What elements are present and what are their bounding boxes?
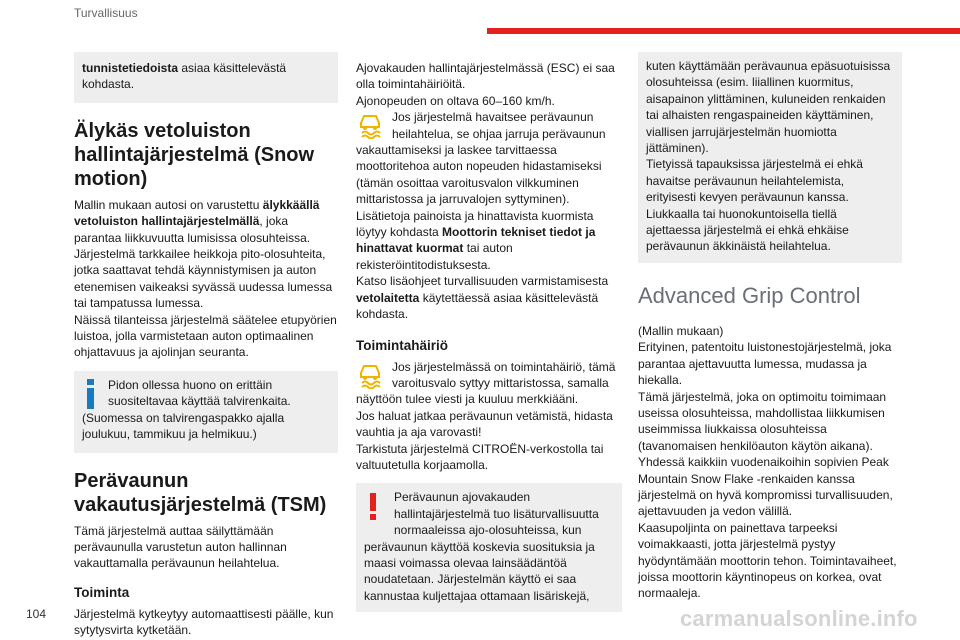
- snow-p1-c: , joka parantaa liikkuvuutta lumisissa olosuhteissa.: [74, 214, 311, 245]
- info-icon: [84, 379, 102, 409]
- agc-p2: Erityinen, patentoitu luistonestojärjestelmä, joka parantaa ajettavuutta lumessa, mudassa ja hiekalla.: [638, 340, 892, 388]
- warning-cont-p3: Liukkaalla tai huonokuntoisella tiellä ajettaessa järjestelmä ei ehkä ehkäise perävaunun äkkinäistä heilahtelua.: [646, 206, 849, 254]
- warning-cont-p1: kuten käyttämään perävaunua epäsuotuisissa olosuhteissa (esim. liiallinen kuormitus, aisapainon ylittäminen, kuluneiden renkaiden tai alhaisten rengaspaineiden käyttäminen, viallisen jarrujärjestelmän huomiotta jättäminen).: [646, 59, 891, 156]
- fault-p1-block: [356, 359, 622, 408]
- tsm-heading: Perävaunun vakautusjärjestelmä (TSM): [74, 469, 327, 516]
- agc-heading: Advanced Grip Control: [638, 282, 861, 308]
- warning-icon: [368, 493, 386, 523]
- tip-text-2: (Suomessa on talvirengaspakko ajalla joulukuu, tammikuu ja helmikuu.): [82, 410, 285, 442]
- col2-p5-b: vetolaitetta: [356, 290, 420, 305]
- tsm-subheading: Toiminta: [74, 584, 130, 600]
- column-2: [356, 60, 622, 612]
- fault-p2: Jos haluat jatkaa perävaunun vetämistä, hidasta vauhtia ja aja varovasti!: [356, 408, 613, 440]
- page-number: 104: [26, 607, 47, 621]
- tip-box: [74, 371, 338, 453]
- snow-motion-p3: Näissä tilanteissa järjestelmä säätelee etupyörien luistoa, jolla varmistetaan auton optimaalinen ohjattavuus ja ajolinjan seuranta.: [74, 312, 337, 360]
- col2-p5-c: käytettäessä asiaa käsittelevästä kohdasta.: [356, 290, 599, 322]
- traction-fault-icon: [356, 361, 384, 389]
- agc-p5: Kaasupoljinta on painettava tarpeeksi voimakkaasti, jotta järjestelmä pystyy hyödyntämään moottorin tehon. Toimintavaiheet, joissa moottorin käyntinopeus on korkea, ovat normaaleja.: [638, 520, 897, 601]
- tsm-p1: Tämä järjestelmä auttaa säilyttämään perävaunulla varustetun auton hallinnan vakauttamalla perävaunun heilahtelua.: [74, 523, 287, 571]
- col2-p4-c: tai auton rekisteröintitodistuksesta.: [356, 241, 513, 272]
- snow-motion-heading: Älykäs vetoluiston hallintajärjestelmä (Snow motion): [74, 119, 315, 190]
- snow-motion-p1: [74, 197, 338, 246]
- fault-p3: Tarkistuta järjestelmä CITROËN-verkostolla tai valtuutetulla korjaamolla.: [356, 441, 604, 472]
- snow-p1-b: älykkäällä vetoluiston hallintajärjestelmällä: [74, 197, 320, 229]
- info-box-rest: asiaa käsittelevästä kohdasta.: [82, 61, 287, 92]
- continued-warning-box: [638, 52, 902, 263]
- col2-p5: [356, 273, 622, 322]
- watermark: carmanualsonline.info: [680, 606, 918, 631]
- fault-p1: Jos järjestelmässä on toimintahäiriö, tämä varoitusvalo syttyy mittaristossa, samalla näyttöön tulee viesti ja kuuluu merkkiääni.: [356, 359, 616, 407]
- traction-warning-icon: [356, 111, 384, 139]
- agc-p3: Tämä järjestelmä, joka on optimoitu toimimaan useissa olosuhteissa, mahdollistaa liikkumisen useimmissa liukkaissa olosuhteissa (tavanomaisen henkilöauton käytön aikana).: [638, 389, 887, 453]
- warning-cont-p2: Tietyissä tapauksissa järjestelmä ei ehkä havaitse perävaunun heilahtelemista, erityisesti kevyen perävaunun kanssa.: [646, 157, 863, 205]
- snow-p1-a: Mallin mukaan autosi on varustettu: [74, 197, 263, 212]
- agc-p4: Yhdessä kaikkiin vuodenaikoihin sopivien Peak Mountain Snow Flake -renkaiden kanssa järjestelmä on hyvä kompromissi turvallisuuden, ajettavuuden ja vedon välillä.: [638, 455, 893, 519]
- info-box-text: [82, 60, 330, 93]
- col2-p4-a: Lisätietoja painoista ja hinattavista kuormista löytyy kohdasta: [356, 208, 594, 240]
- col2-p4-b: Moottorin tekniset tiedot ja hinattavat kuormat: [356, 225, 596, 256]
- col2-p5-a: Katso lisäohjeet turvallisuuden varmistamisesta: [356, 274, 609, 289]
- column-3: [638, 52, 902, 602]
- col2-p4: [356, 208, 622, 274]
- info-box-top: [74, 52, 338, 103]
- col2-p1: Ajovakauden hallintajärjestelmässä (ESC) ei saa olla toimintahäiriöitä.: [356, 61, 615, 92]
- header-title: Turvallisuus: [74, 6, 138, 20]
- column-1: [74, 52, 338, 639]
- tsm-p2: Järjestelmä kytkeytyy automaattisesti päälle, kun sytytysvirta kytketään.: [74, 606, 334, 638]
- col2-p3: Jos järjestelmä havaitsee perävaunun heilahtelua, se ohjaa jarruja perävaunun vakauttamiseksi ja laskee tarvittaessa moottoritehoa auton nopeuden hidastamiseksi (tämän osoittaa varoitusvalon vilkkuminen mittaristossa ja jarruvalojen syttyminen).: [356, 110, 606, 207]
- warning-box: [356, 483, 622, 612]
- info-box-bold: tunnistetiedoista: [82, 61, 179, 75]
- fault-heading: Toimintahäiriö: [356, 337, 449, 353]
- header-accent-bar: [487, 28, 960, 34]
- agc-p1: (Mallin mukaan): [638, 323, 724, 338]
- col2-p2: Ajonopeuden on oltava 60–160 km/h.: [356, 93, 555, 108]
- warning-text: Perävaunun ajovakauden hallintajärjestelmä tuo lisäturvallisuutta normaaleissa ajo-olosuhteissa, kun perävaunun käyttöä koskevia suosituksia ja maasi voimassa olevaa lainsäädäntöä noudatetaan. Järjestelmän käyttö ei saa kannustaa kuljettajaa ottamaan lisäriskejä,: [364, 490, 599, 603]
- tip-text-1: Pidon ollessa huono on erittäin suositeltavaa käyttää talvirenkaita.: [108, 377, 291, 409]
- snow-motion-p2: Järjestelmä tarkkailee heikkoja pito-olosuhteita, jotka saattavat tehdä käynnistymisen ja auton etenemisen vaikeaksi syvässä uudessa lumessa tai tampatussa lumessa.: [74, 247, 333, 311]
- col2-p3-block: [356, 109, 622, 207]
